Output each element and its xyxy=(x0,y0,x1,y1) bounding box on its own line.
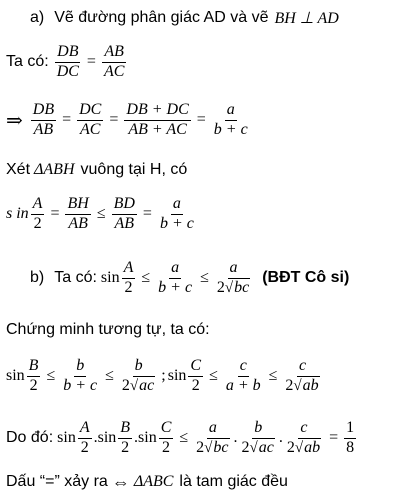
numerator: B xyxy=(118,420,132,439)
numerator: A xyxy=(78,420,92,439)
numerator: a xyxy=(169,260,181,279)
fraction xyxy=(65,196,90,233)
denominator: 2 xyxy=(80,438,89,456)
denominator xyxy=(120,377,157,395)
denominator: AB xyxy=(114,214,135,232)
cosi-note: (BĐT Cô si) xyxy=(262,269,350,286)
xet-rest: vuông tại H, có xyxy=(80,161,188,178)
iff-arrow: ⇔ xyxy=(111,471,130,492)
numerator: BD xyxy=(112,196,137,215)
numerator: B xyxy=(27,358,41,377)
equality-condition-line xyxy=(6,470,411,494)
fraction-one-eighth xyxy=(344,420,356,457)
denominator: 2 xyxy=(162,438,171,456)
product-line: Do đó: sin $\frac{A}{2}$ . sin $\frac{B}{2}$ . sin $\frac{C}{2}$ ≤ $\frac{a}{2√bc}$ . $\frac{b}{2√ac}$ . $\frac{c}{2√ab}$ = $\frac{1}{8}$ xyxy=(6,418,355,456)
denominator: b + c xyxy=(63,376,98,394)
part-b-label: b) xyxy=(30,269,45,286)
numerator: DC xyxy=(77,102,103,121)
numerator: C xyxy=(159,420,174,439)
numerator: a xyxy=(171,196,183,215)
sqrt: √bc xyxy=(204,438,229,456)
denominator: DC xyxy=(56,62,79,80)
denominator: 2 xyxy=(121,438,130,456)
triangle-abc: ΔABC xyxy=(133,473,174,490)
sin-a-inequality-line: s in $\frac{A}{2}$ = $\frac{BH}{AB}$ ≤ $\frac{BD}{AB}$ = $\frac{a}{b + c}$ xyxy=(6,194,194,232)
denominator: AB xyxy=(68,214,88,232)
numerator: a xyxy=(225,102,237,121)
fraction xyxy=(240,420,277,457)
sin-label: sin xyxy=(138,429,157,446)
implies-arrow: ⇒ xyxy=(6,109,23,132)
radicand: ab xyxy=(304,438,321,456)
denominator: 2 xyxy=(191,376,200,394)
coefficient: 2 xyxy=(285,376,294,394)
denominator xyxy=(215,279,252,297)
sqrt: √ab xyxy=(294,438,321,456)
numerator: b xyxy=(74,358,86,377)
coefficient: 2 xyxy=(286,438,295,456)
fraction xyxy=(159,420,174,457)
denominator xyxy=(283,377,321,395)
triangle-abh: ΔABH xyxy=(34,161,75,178)
denominator: b + c xyxy=(213,120,248,138)
implication-line: ⇒ $\frac{DB}{AB}$ = $\frac{DC}{AC}$ = $\frac{DB + DC}{AB + AC}$ = $\frac{a}{b + c}$ xyxy=(6,100,248,138)
fraction xyxy=(77,102,103,139)
do-do-label: Do đó: xyxy=(6,429,54,446)
dau-bang-text: Dấu “=” xảy ra xyxy=(6,473,108,490)
denominator: a + b xyxy=(225,376,261,394)
part-a-line xyxy=(30,6,411,30)
fraction xyxy=(158,196,196,233)
fraction xyxy=(124,102,190,139)
coefficient: 2 xyxy=(241,438,250,456)
sin-b-c-line: sin $\frac{B}{2}$ ≤ $\frac{b}{b + c}$ ≤ $\frac{b}{2√ac}$ ; sin $\frac{C}{2}$ ≤ $\frac{c}{a + b}$ ≤ $\frac{c}{2√ab}$ xyxy=(6,350,411,402)
sqrt: √ac xyxy=(129,376,155,394)
numerator: DB + DC xyxy=(124,102,190,121)
numerator: c xyxy=(238,358,249,377)
numerator: DB xyxy=(55,44,80,63)
fraction xyxy=(194,420,231,457)
fraction xyxy=(112,196,137,233)
numerator: C xyxy=(188,358,203,377)
denominator: AC xyxy=(80,120,101,138)
fraction-db-dc xyxy=(55,44,81,81)
fraction xyxy=(283,358,321,395)
numerator: b xyxy=(133,358,145,377)
numerator: a xyxy=(228,260,240,279)
denominator: AB + AC xyxy=(128,120,187,138)
ratio-line: Ta có: $\frac{DB}{DC}$ = $\frac{AB}{AC}$ xyxy=(6,42,125,80)
fraction xyxy=(61,358,99,395)
denominator: 2 xyxy=(29,376,38,394)
coefficient: 2 xyxy=(196,438,205,456)
fraction xyxy=(27,358,41,395)
sqrt: √ac xyxy=(249,438,274,456)
fraction xyxy=(285,420,323,457)
denominator xyxy=(285,439,323,457)
denominator: 2 xyxy=(124,278,133,296)
fraction xyxy=(188,358,203,395)
numerator: A xyxy=(122,260,136,279)
numerator: 1 xyxy=(344,420,356,439)
sin-label: sin xyxy=(97,429,117,446)
part-a-text: Vẽ đường phân giác AD và vẽ xyxy=(54,9,269,26)
fraction xyxy=(31,196,45,233)
fraction xyxy=(212,102,250,139)
radicand: ab xyxy=(302,376,319,394)
numerator: AB xyxy=(102,44,126,63)
numerator: BH xyxy=(65,196,90,215)
fraction xyxy=(120,358,157,395)
numerator: DB xyxy=(31,102,56,121)
numerator: c xyxy=(298,420,309,439)
denominator: AC xyxy=(103,62,125,80)
denominator xyxy=(240,439,277,457)
radicand: bc xyxy=(213,438,229,456)
sin-label: sin xyxy=(57,429,76,446)
part-b-line: b) Ta có: sin $\frac{A}{2}$ ≤ $\frac{a}{b + c}$ ≤ $\frac{a}{2√bc}$ (BĐT Cô si) xyxy=(30,258,350,296)
coefficient: 2 xyxy=(121,376,130,394)
sin-label: sin xyxy=(100,269,120,286)
numerator: c xyxy=(297,358,308,377)
sin-label: sin xyxy=(167,367,187,384)
sqrt: √bc xyxy=(224,278,250,296)
fraction xyxy=(224,358,263,395)
denominator: 8 xyxy=(346,438,355,456)
ta-co-label: Ta có: xyxy=(6,53,49,70)
fraction xyxy=(78,420,92,457)
denominator: 2 xyxy=(33,214,42,232)
separator: ; xyxy=(161,367,166,384)
fraction xyxy=(122,260,136,297)
fraction xyxy=(118,420,132,457)
denominator: b + c xyxy=(159,214,194,232)
radicand: ac xyxy=(258,438,274,456)
radicand: bc xyxy=(234,278,250,296)
conclusion-text: là tam giác đều xyxy=(179,473,288,490)
sin-label: s in xyxy=(6,205,29,222)
coefficient: 2 xyxy=(216,278,225,296)
denominator xyxy=(194,439,231,457)
part-a-label: a) xyxy=(30,9,45,26)
chung-minh-line xyxy=(6,318,411,342)
denominator: AB xyxy=(33,120,54,138)
sqrt: √ab xyxy=(293,376,319,394)
xet-line xyxy=(6,158,411,182)
chung-minh-text: Chứng minh tương tự, ta có: xyxy=(6,321,210,338)
numerator: a xyxy=(207,420,219,439)
fraction xyxy=(215,260,252,297)
numerator: b xyxy=(252,420,264,439)
fraction-ab-ac xyxy=(102,44,126,81)
numerator: A xyxy=(31,196,45,215)
xet-label: Xét xyxy=(6,161,31,178)
part-a-formula: BH ⊥ AD xyxy=(274,10,339,27)
denominator: b + c xyxy=(158,278,193,296)
radicand: ac xyxy=(139,376,155,394)
fraction xyxy=(31,102,56,139)
part-b-text: Ta có: xyxy=(54,269,97,286)
fraction xyxy=(156,260,194,297)
sin-label: sin xyxy=(6,367,25,384)
